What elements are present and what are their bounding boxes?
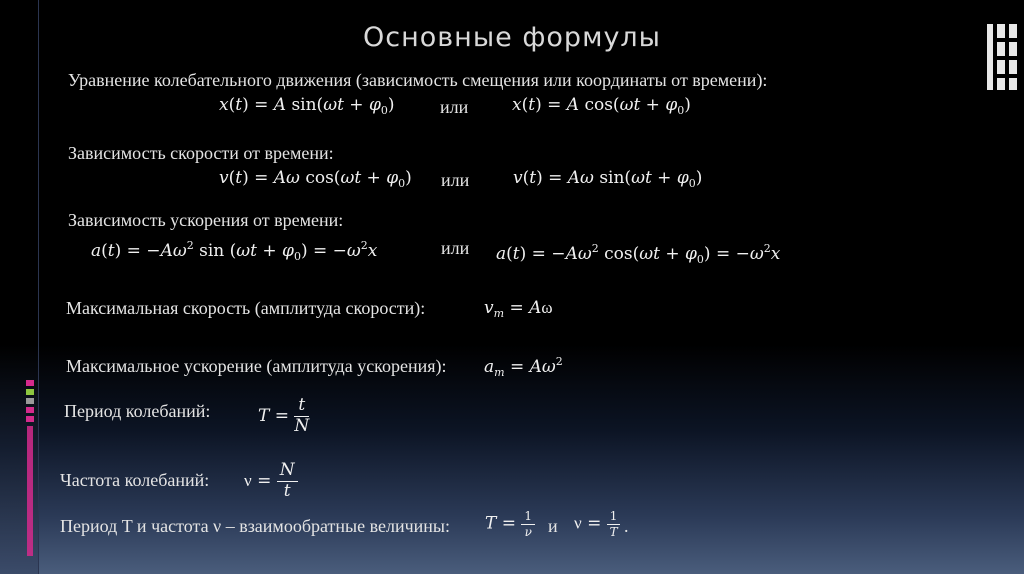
frequency-formula: ν = $\frac{N}{t}$ <box>244 462 298 501</box>
acceleration-label: Зависимость ускорения от времени: <box>68 210 344 230</box>
or-label: или <box>441 170 470 190</box>
max-velocity-formula: $v_m = A\omega$ <box>484 298 553 320</box>
velocity-formula-cos: v(t) = Aω $\cos(\omega t + \varphi_0)$ <box>219 168 412 190</box>
max-acceleration-formula: $a_m = A\omega^2$ <box>484 355 563 379</box>
velocity-formula-sin: v(t) = Aω $\sin(\omega t + \varphi_0)$ <box>513 168 703 190</box>
period-formula: T = $\frac{t}{N}$ <box>258 395 310 436</box>
max-velocity-label: Максимальная скорость (амплитуда скорости): <box>66 298 426 318</box>
frequency-label: Частота колебаний: <box>60 470 210 490</box>
displacement-label: Уравнение колебательного движения (зависимость смещения или координаты от времени): <box>68 70 768 90</box>
max-acceleration-label: Максимальное ускорение (амплитуда ускорения): <box>66 356 447 376</box>
reciprocal-relation-label: Период T и частота ν – взаимообратные величины: <box>60 516 450 536</box>
or-label: или <box>440 97 469 117</box>
and-label: и <box>548 516 558 536</box>
displacement-formula-sin: x(t) = A $\sin(\omega t + \varphi_0)$ <box>219 95 395 117</box>
displacement-formula-cos: x(t) = A $\cos(\omega t + \varphi_0)$ <box>512 95 691 117</box>
acceleration-formula-cos: $a(t) = -A\omega^2$ $\cos(\omega t + \varphi_0) = -\omega^2x$ <box>496 242 781 266</box>
or-label: или <box>441 238 470 258</box>
page-title: Основные формулы <box>362 22 661 53</box>
acceleration-formula-sin: $a(t) = -A\omega^2$ $\sin (\omega t + \varphi_0) = -\omega^2x$ <box>91 239 378 263</box>
frequency-reciprocal-formula: ν = $\frac{1}{T}$ <box>574 510 620 538</box>
left-divider-line <box>38 0 39 574</box>
period-label: Период колебаний: <box>64 401 211 421</box>
velocity-label: Зависимость скорости от времени: <box>68 143 334 163</box>
period-reciprocal-formula: T = $\frac{1}{\nu}$ <box>485 510 535 538</box>
end-period: . <box>624 516 629 536</box>
